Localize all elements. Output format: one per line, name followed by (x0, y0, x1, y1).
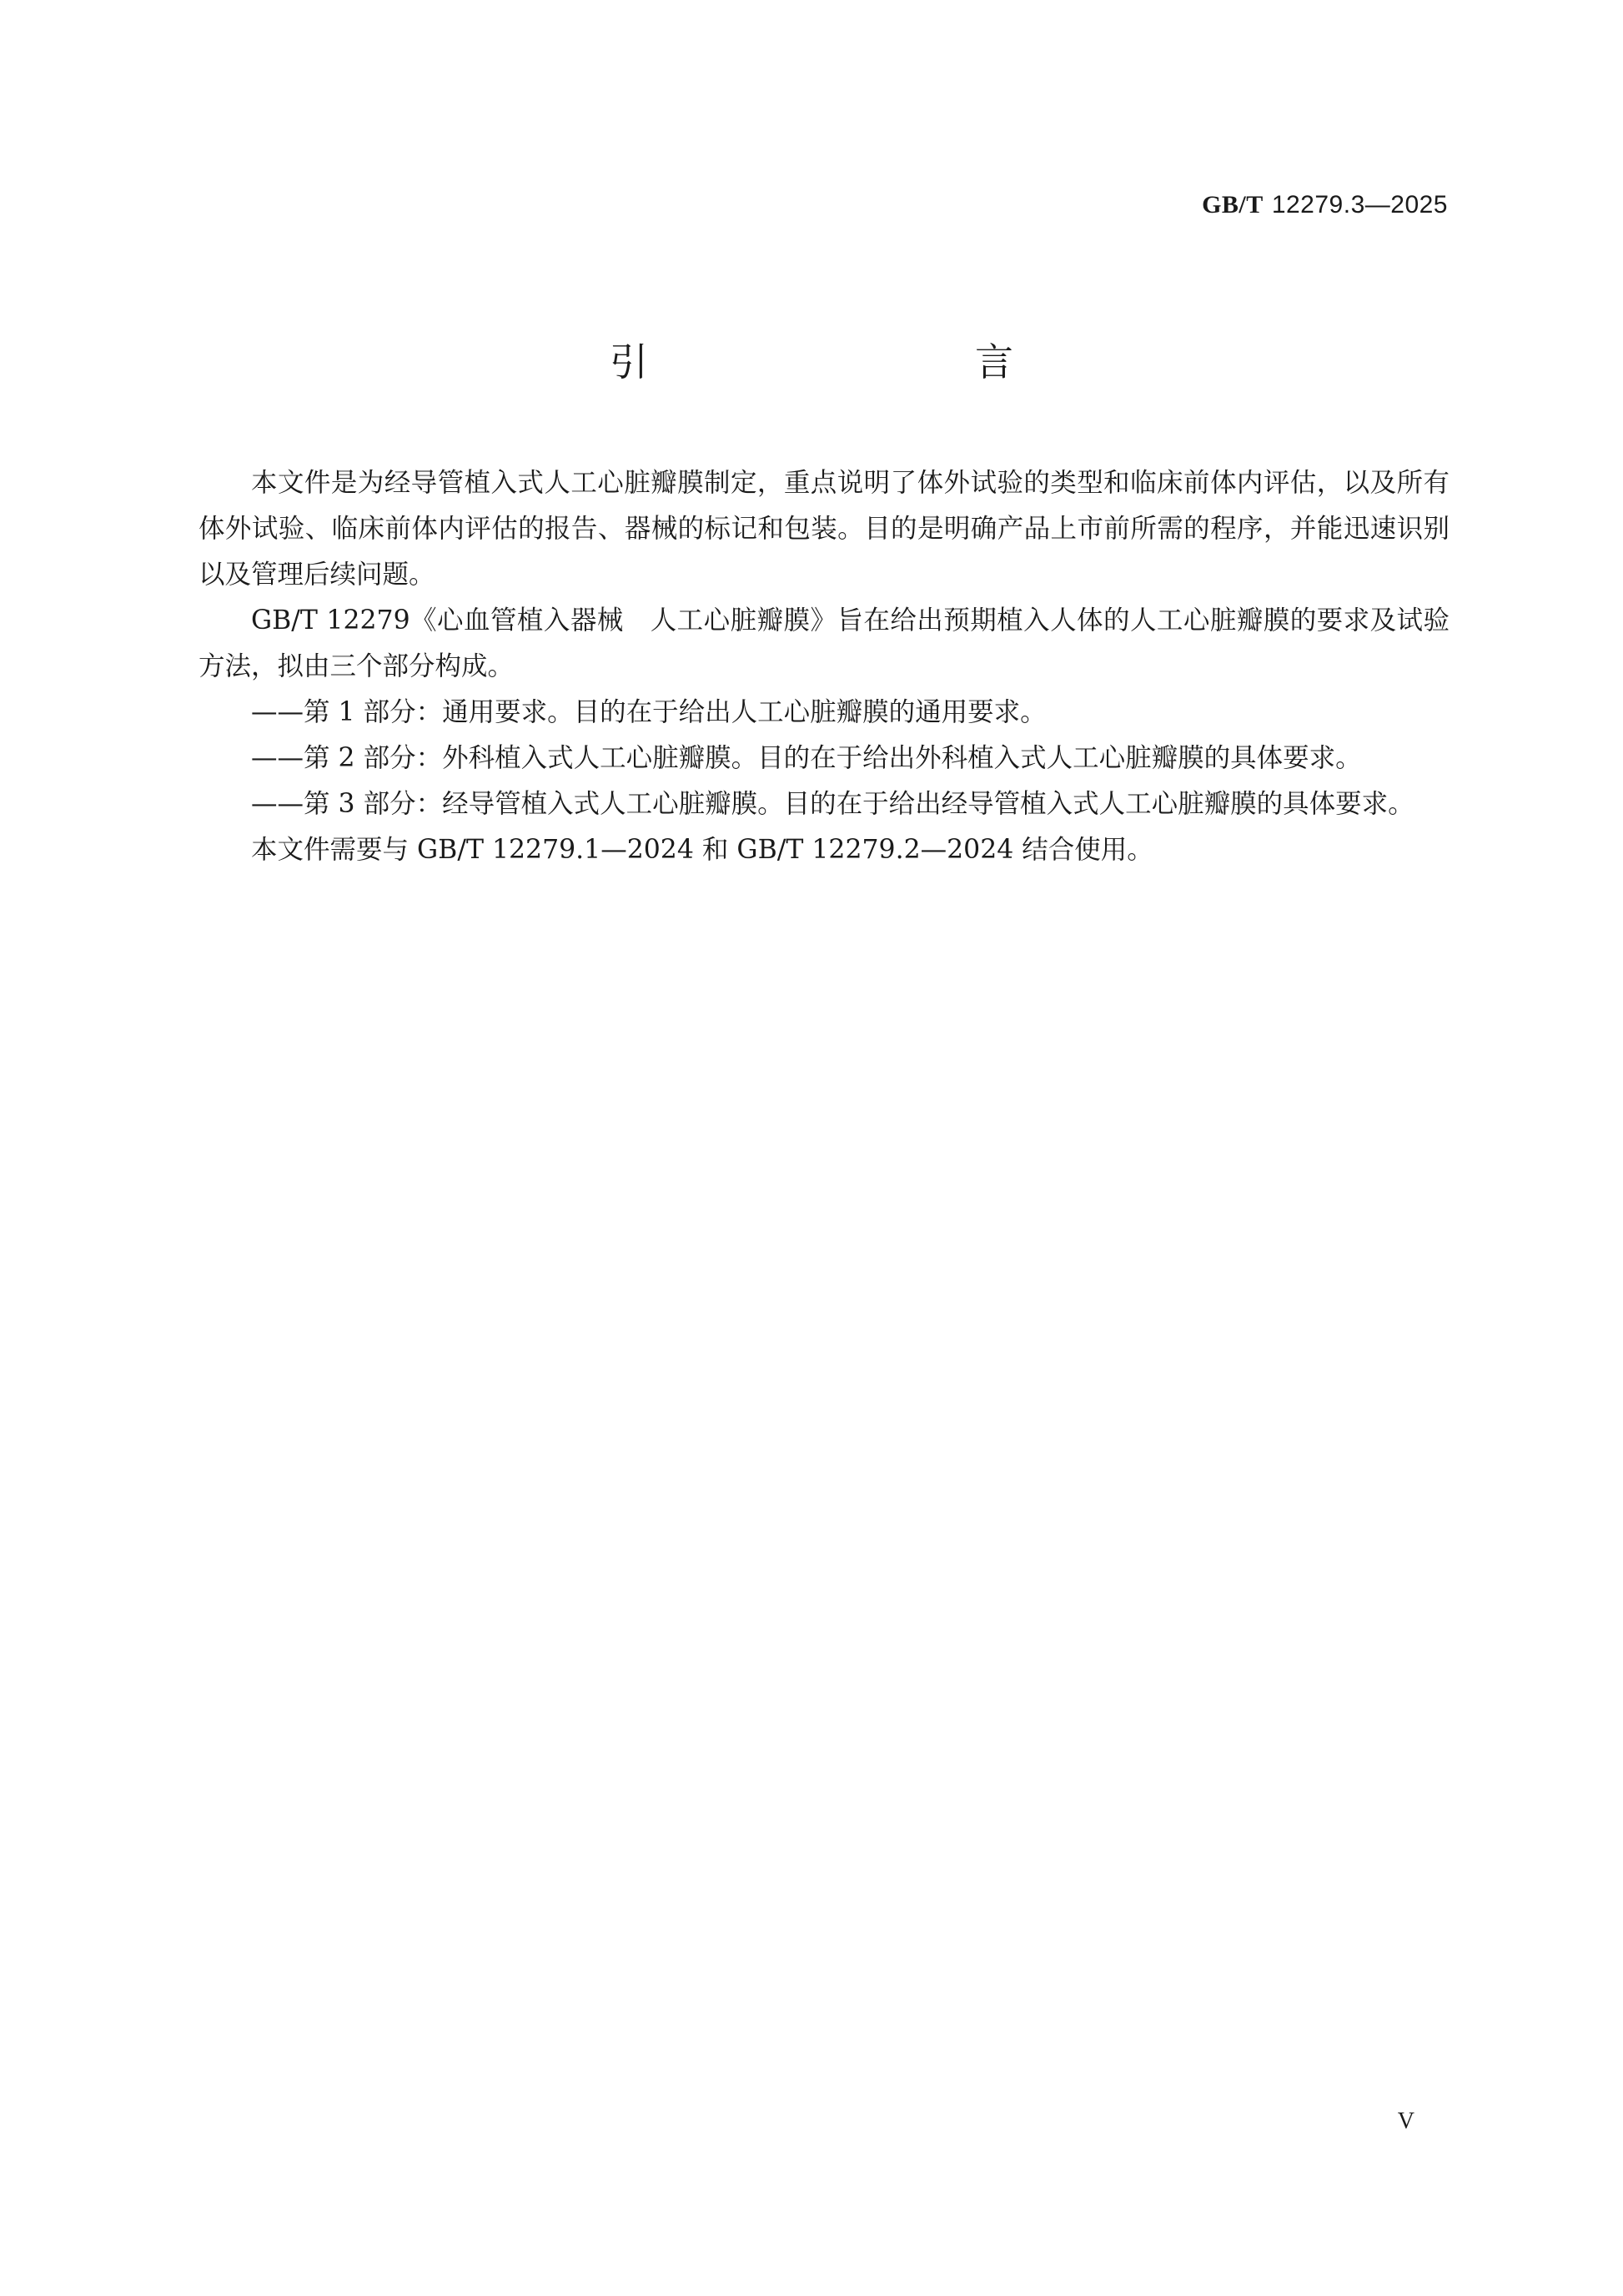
paragraph-purpose: 本文件是为经导管植入式人工心脏瓣膜制定，重点说明了体外试验的类型和临床前体内评估，以及所有体外试验、临床前体内评估的报告、器械的标记和包装。目的是明确产品上市前所需的程序，并能迅速识别以及管理后续问题。 (198, 468, 1450, 590)
list-item-part-3: ——第 3 部分：经导管植入式人工心脏瓣膜。目的在于给出经导管植入式人工心脏瓣膜的具体要求。 (251, 789, 1414, 819)
document-body (198, 460, 1450, 873)
page-number: V (1397, 2108, 1414, 2134)
standard-code-number: 12279.3—2025 (1271, 191, 1448, 219)
page-title: 引 言 (610, 339, 1097, 384)
paragraph-structure: GB/T 12279《心血管植入器械 人工心脏瓣膜》旨在给出预期植入人体的人工心脏瓣膜的要求及试验方法，拟由三个部分构成。 (198, 605, 1450, 681)
standard-code-prefix: GB/T (1202, 191, 1264, 219)
paragraph-usage: 本文件需要与 GB/T 12279.1—2024 和 GB/T 12279.2—2024 结合使用。 (251, 835, 1153, 865)
standard-code (1202, 190, 1448, 219)
list-item-part-1: ——第 1 部分：通用要求。目的在于给出人工心脏瓣膜的通用要求。 (251, 697, 1047, 727)
list-item-part-2: ——第 2 部分：外科植入式人工心脏瓣膜。目的在于给出外科植入式人工心脏瓣膜的具体要求。 (251, 743, 1362, 773)
